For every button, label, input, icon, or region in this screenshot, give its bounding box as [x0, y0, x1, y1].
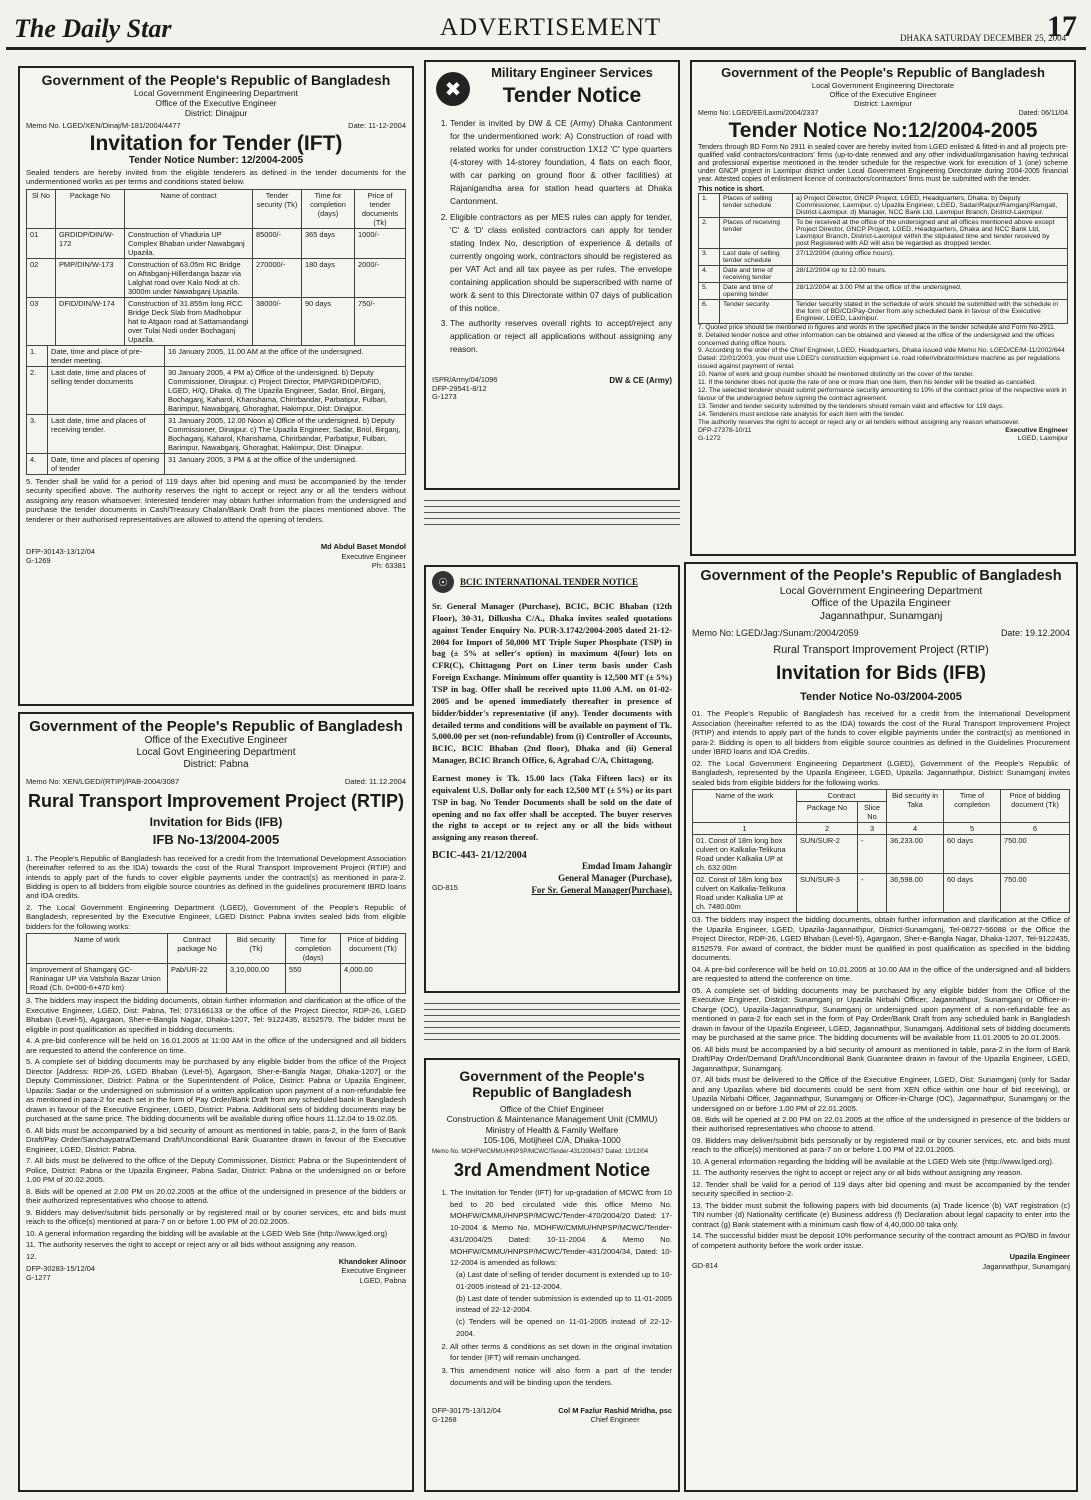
table-cell: 01 — [27, 228, 56, 258]
table-header: Time for completion (days) — [302, 189, 355, 228]
dateline: DHAKA SATURDAY DECEMBER 25, 2004 — [900, 33, 1067, 43]
table-cell: 1. — [699, 193, 720, 217]
ad-title: Tender Notice No:12/2004-2005 — [728, 118, 1038, 142]
table-row — [27, 366, 406, 414]
ad-subheading: Local Govt Engineering Department — [136, 747, 296, 759]
table-cell: 365 days — [302, 228, 355, 258]
works-table — [692, 789, 1070, 913]
table-header: Sl No — [27, 189, 56, 228]
signatory-title: Executive Engineer — [341, 1266, 406, 1276]
table-cell: 28/12/2004 up to 12.00 hours. — [793, 265, 1068, 282]
ad-gov-heading: Government of the People's Republic of Bangladesh — [700, 568, 1062, 584]
paragraph: 01. The People's Republic of Bangladesh has received for a credit from the International Development Association (hereinafter referred to as the IDA) towards the cost of the Rural Transport Improvement Project (RTIP) and intends to apply part of the funds to cover eligible payments under the contract(s) as mentioned in para-2. Bidding is open to all bidders from eligible source countries as defined in the Guidelines Procurement under IBRD loans and IDA Credits. — [692, 709, 1070, 757]
memo-number: Memo No. MOHFW/CMMU/HNPSP/MCWC/Tender-431/2004/37 Dated: 12/12/04 — [432, 1148, 649, 1155]
table-cell: 4 — [887, 823, 944, 835]
ad-subheading: Office of the Chief Engineer — [499, 1104, 605, 1115]
list-item: 13. The bidder must submit the following papers with bid documents (a) Trade licence (b) VAT registration (c) TIN number (d) Nationality certificate (e) Business address (f) Declaration about legal capacity to enter into the contract (g) Bank statement with a minimum cash flow of 4,40,000.00 taka only. — [692, 1200, 1070, 1229]
list-item: 08. Bids will be opened at 2.00 PM on 22.01.2005 at the office of the undersigned in presence of the bidders or their authorised representatives who choose to attend. — [692, 1115, 1070, 1134]
list-item: 10. A general information regarding the bidding will be available at the LGED Web site (http://www.lged.org). — [692, 1156, 1055, 1166]
ad-pabna-rtip — [18, 712, 414, 1492]
memo-number: Memo No: LGED/EE/Laxmi/2004/2337 — [698, 109, 819, 117]
list-item: 3. This amendment notice will also form a part of the tender documents and will be binding upon the tenders. — [450, 1365, 672, 1389]
ad-title: Tender Notice — [502, 84, 642, 108]
table-cell: 750.00 — [1001, 835, 1070, 874]
list-item: 8. Bids will be opened at 2.00 PM on 20.02.2005 at the office of the undersigned in presence of the bidders or their authorized representatives who choose to attend. — [26, 1186, 406, 1206]
amendment-text: The Invitation for Tender (IFT) for up-gradation of MCWC from 10 bed to 20 bed circulated vide this office Memo No. MOHFW/CMMU/HNPSP/MCWC/Tender-470/2004/20 Dated: 17-10-2004 & Memo No. MOHFW/CMMU/HNPSP/MCWC/Tender-431/2004/25 Dated: 10-11-2004 & Memo No. MOHFW/CMMU/HNPSP/MCWC/Tender-431/2004/34, Dated: 10-12-2004 is amended as follows: — [450, 1187, 672, 1268]
ad-gov-heading: Government of the People's Republic of Bangladesh — [721, 65, 1045, 80]
closing-note: The authority reserves the right to accept or reject any or all tenders without assigning any reason whatsoever. — [698, 418, 1020, 426]
table-header: Price of bidding document (Tk) — [1001, 790, 1070, 823]
signatory-phone: Ph: 63381 — [371, 560, 406, 570]
page-number: 17 — [1047, 10, 1077, 43]
ad-code: ISPR/Army/04/1096 — [432, 374, 498, 384]
ad-subtitle: Invitation for Bids (IFB) — [149, 815, 283, 830]
intro-text: Tenders through BD Form No 2911 in sealed cover are hereby invited from LGED enlisted & fitted-in and all projects pre-qualified valid contractors/contractors' firms (up-to-date renewed and any other individual/organisation having technical and professional expertise mentioned in the tender schedule for the respective work for execution of 1 (one) scheme under GNCP project in Laxmipur district under Local Government Engineering Directorate during 2004-2005 financial year. Attested copies of enlistment licence of contractors/contractors' firms must be submitted with the tender. — [698, 144, 1068, 183]
table-cell: SUN/SUR-3 — [797, 874, 858, 913]
table-cell: 38000/- — [253, 297, 302, 345]
ad-subheading: Office of the Executive Engineer — [155, 98, 277, 109]
table-cell: GRDIDP/DIN/W-172 — [56, 228, 125, 258]
table-cell: SUN/SUR-2 — [797, 835, 858, 874]
memo-number: Memo No: LGED/Jag:/Sunam:/2004/2059 — [692, 628, 859, 639]
bcic-logo-icon: ☉ — [432, 571, 454, 593]
table-cell: 2. — [699, 217, 720, 248]
table-cell: a) Project Director, GNCP Project, LGED, Headquarters, Dhaka. b) Deputy Commissioner, Laxmipur. c) Upazila Engineer, LGED, Sadar/Raipur/Ramganj/Ramgati, District-Laxmipur. d) Manager, NCC Bank Ltd, Laxmipur Branch, District-Laxmipur. — [793, 193, 1068, 217]
ad-subheading: Office of the Executive Engineer — [144, 735, 288, 747]
ad-title: 3rd Amendment Notice — [453, 1159, 651, 1180]
list-item: 9. According to the order of the Chief Engineer, LGED, Headquarters, Dhaka issued vide Memo No. LGED/CE/M-11/2002/644 Dated: 22/01/2003, you must use LGED's construction equipment i.e. road roller/vibrator/mixture machine as per regulations issued against payment of rental. — [698, 347, 1065, 371]
table-row — [699, 193, 1068, 217]
list-item: 07. All bids must be delivered to the Office of the Executive Engineer, LGED, Dist: Sunamganj (only for Sadar and any Upazilas where bid documents could be sent from XEN office within one hour of bid receiving), or Upazila Nirbahi Officer, Jagannathpur, Sunamganj or Officer-in-Charge (OC), Jagannathpur, Sunamganj or the undersigned on or before 1.00 PM of 22.01.2005. — [692, 1075, 1070, 1113]
signatory-office: LGED, Pabna — [359, 1275, 406, 1285]
ad-code: GD-814 — [692, 1261, 718, 1271]
table-row — [699, 217, 1068, 248]
ad-code: DFP-29541-8/12 — [432, 383, 487, 393]
ad-subheading: Ministry of Health & Family Welfare — [485, 1124, 619, 1135]
memo-date: Date: 19.12.2004 — [1000, 628, 1070, 639]
table-cell: 02. Const of 18m long box culvert on Kalkalia-Telikuna Road under Kalkalia UP at ch. 7480.00m — [693, 874, 797, 913]
table-cell: 28/12/2004 at 3.00 PM at the office of the undersigned. — [793, 282, 1068, 299]
table-cell: 02 — [27, 258, 56, 297]
section-title: ADVERTISEMENT — [440, 14, 662, 41]
table-row — [27, 258, 406, 297]
signatory-name: Emdad Imam Jahangir — [581, 861, 672, 872]
list-item: 13. Tender and tender security submitted by the tenderers should remain valid and effective for 119 days. — [698, 402, 1005, 410]
table-cell: 60 days — [944, 874, 1001, 913]
table-row — [27, 453, 406, 474]
list-item: 4. A pre-bid conference will be held on 16.01.2005 at 11:00 AM in the office of the undersigned and all bidders are requested to attend the conference on time. — [26, 1036, 406, 1055]
list-item: 7. All bids must be delivered to the office of the Deputy Commissioner, District: Pabna or the Superintendent of Police, District: Pabna or the Upazila Engineer, Pabna Sadar, District: Pabna or the undersigned on or before 1.00 PM of 20.02.2005. — [26, 1156, 406, 1185]
table-cell: 180 days — [302, 258, 355, 297]
amendment-subitem: (b) Last date of tender submission is extended up to 11-01-2005 instead of 22-12-2004. — [456, 1293, 672, 1315]
table-header: Time of completion — [944, 790, 1001, 823]
list-item: 7. Quoted price should be mentioned in figures and words in the specified place in the tender schedule and Form No-2911. — [698, 323, 1056, 331]
paragraph: 02. The Local Government Engineering Department (LGED), Government of the People's Republic of Bangladesh, represented by the Upazila Engineer, LGED, Upazila: Jagannathpur, District: Sunamganj invites sealed bids from eligible bidders for the following works. — [692, 758, 1070, 787]
list-item: 04. A pre-bid conference will be held on 10.01.2005 at 10.00 AM in the office of the undersigned and all bidders are requested to attend the conference on time. — [692, 964, 1070, 984]
table-cell: 3,10,000.00 — [227, 964, 286, 994]
masthead-rule — [6, 47, 1086, 50]
intro-text: Sealed tenders are hereby invited from the eligible tenderers as defined in the tender documents for the undermentioned works as per terms and conditions stated below. — [26, 167, 406, 187]
table-cell: 4. — [699, 265, 720, 282]
ad-title: Rural Transport Improvement Project (RTIP) — [27, 791, 405, 812]
table-cell: 3 — [858, 823, 887, 835]
list-item: 09. Bidders may deliver/submit bids personally or by registered mail or by courier services, etc. and bids must reach to the office(s) mentioned at para-7 on or before 1.00 PM of 22.01.2005. — [692, 1135, 1070, 1155]
table-cell: 03 — [27, 297, 56, 345]
table-cell: Places of selling tender schedule — [720, 193, 793, 217]
table-cell: 3. — [27, 414, 48, 453]
table-cell: 31 January 2005, 3 PM & at the office of the undersigned. — [165, 453, 406, 474]
ad-code: G-1269 — [26, 556, 51, 566]
table-row — [27, 228, 406, 258]
table-cell: 01. Const of 18m long box culvert on Kalkalia-Telikuna Road under Kalkalia UP at ch. 632.00m — [693, 835, 797, 874]
signatory-name: Md Abdul Baset Mondol — [320, 542, 406, 552]
table-cell: To be received at the office of the undersigned and all offices mentioned above except Project Director, GNCP Project, LGED, Headquarters, Dhaka and NCC Bank Ltd, Laxmipur Branch, District-Laxmipur within the stipulated time and tender received by post Registered with AD will also be regarded as dropped tender. — [793, 217, 1068, 248]
organisation-name: Military Engineer Services — [491, 65, 653, 80]
table-header: Name of contract — [125, 189, 253, 228]
table-cell: Construction of 63.05m RC Bridge on Aftabganj-Hillerdanga bazar via Lalghat road over Kalo Nodi at ch. 3000m under Nawabganj Upazila. — [125, 258, 253, 297]
table-cell: Last date of selling tender schedule — [720, 248, 793, 265]
mes-emblem-icon: ✖ — [436, 72, 470, 106]
memo-date: Dated: 11.12.2004 — [344, 777, 406, 787]
masthead — [0, 0, 1091, 56]
memo-number: Memo No: XEN/LGED/(RTIP)/PAB-2004/3087 — [26, 777, 180, 787]
table-header: Tender security (Tk) — [253, 189, 302, 228]
list-item — [450, 1187, 672, 1340]
tender-body: Sr. General Manager (Purchase), BCIC, BCIC Bhaban (12th Floor), 30-31, Dilkusha C/A., Dhaka invites sealed quotations against Tender Enquiry No. PUR-3.1742/2004-2005 dated 21-12-2004 for Import of 50,000 MT Triple Super Phosphate (TSP) in bag (± 5% at seller's option) in maximum 4(four) lots on CFR(C), Chittagong Port on Liner term basis under Cash Foreign Exchange. Minimum offer quantity is 12,500 MT (± 5%) TSP in bag. Offer shall be received upto 11.00 A.M. on 01-02-2005 and be opened immediately thereafter in presence of bidder/bidder's representative (if any). Tender documents with detailed terms and conditions will be available on payment of Tk. 5,000.00 per set (non-refundable) from (i) Controller of Accounts, BCIC, BCIC Bhaban (2nd floor), Dhaka and (ii) General Manager, BCIC Branch Office, 6, Agrabad C/A, Chittagong. — [432, 601, 672, 766]
table-cell: Pab/UR-22 — [168, 964, 227, 994]
table-cell: 4. — [27, 453, 48, 474]
ad-gov-heading: Government of the People's Republic of Bangladesh — [459, 1068, 645, 1101]
table-cell: 5. — [699, 282, 720, 299]
table-header-row — [693, 790, 1070, 802]
ad-subheading: Construction & Maintenance Management Unit (CMMU) — [446, 1114, 658, 1125]
ad-dinajpur-ift — [18, 66, 414, 706]
ad-code: G-1272 — [698, 434, 721, 442]
schedule-table — [698, 193, 1068, 324]
list-item: 11. The authority reserves the right to accept or reject any or all bids without assigning any reason. — [26, 1240, 357, 1250]
signatory-name: Khandoker Alinoor — [338, 1257, 406, 1266]
list-item: 10. A general information regarding the bidding will be available at the LGED Web Site (http://www.lged.org) — [26, 1228, 388, 1238]
memo-date: Dated: 06/11/04 — [1018, 109, 1068, 117]
table-header: Price of bidding document (Tk) — [341, 934, 406, 964]
table-cell: 6. — [699, 299, 720, 323]
separator-lines — [424, 500, 680, 530]
table-cell: 90 days — [302, 297, 355, 345]
signatory-title: Executive Engineer — [1005, 426, 1068, 434]
ad-title: BCIC INTERNATIONAL TENDER NOTICE — [460, 577, 638, 587]
table-row — [699, 248, 1068, 265]
ad-code: GD-815 — [432, 883, 458, 893]
list-item: 14. Tenderers must enclose rate analysis for each item with the tender. — [698, 410, 905, 418]
ad-code: DFP-27378-10/11 — [698, 426, 752, 434]
signatory-title: Chief Engineer — [590, 1414, 640, 1424]
table-cell: 2. — [27, 366, 48, 414]
table-cell: Date, time and places of opening of tender — [48, 453, 165, 474]
signatory-name: Col M Fazlur Rashid Mridha, psc — [558, 1405, 672, 1415]
table-cell: 30 January 2005, 4 PM a) Office of the undersigned. b) Deputy Commissioner, Dinajpur. c) Project Director, PMP/GRDIDP/DFID, LGED, H/Q, Dhaka. d) The Upazila Engineer, Sadar, Briol, Birganj, Bochaganj, Kaharol, Khanshama, Chirirbandar, Parbatipur, Fulbari, Barimpur, Nawabganj, Ghoraghat, Hakimpur, Dist: Dinajpur. — [165, 366, 406, 414]
table-cell: 85000/- — [253, 228, 302, 258]
table-row — [693, 823, 1070, 835]
ad-subheading: Jagannathpur, Sunamganj — [819, 609, 943, 622]
table-cell: 550 — [286, 964, 341, 994]
table-cell: Date and time of opening tender — [720, 282, 793, 299]
table-row — [699, 282, 1068, 299]
tender-number: Tender Notice No-03/2004-2005 — [800, 691, 962, 704]
list-item: 3. The bidders may inspect the bidding documents, obtain further information and clarification at the office of the Executive Engineer, LGED, Dist: Pabna, Tel: 073166133 or the office of the Project Director, RDP-26, LGED Bhaban (Level-5), Agargaon, Sher-e-Bangla Nagar, Dhaka-1207, Tel: 9122435, 8152579. The bidder must be eligible in post qualification as specified in bidding documents. — [26, 996, 406, 1034]
table-header: Name of the work — [693, 790, 797, 823]
signatory-title: General Manager (Purchase), — [558, 872, 672, 883]
reference-number: BCIC-443- 21/12/2004 — [432, 850, 527, 862]
ad-code: G-1277 — [26, 1273, 51, 1282]
list-item: 2. Eligible contractors as per MES rules can apply for tender, 'C' & 'D' class enlisted contractors can apply for tender stating Index No, description of experience & details of currently ongoing work, contractors should be registered as per VAT Act and all tax payee as per rules. The envelope containing application should be superscribed with name of work & sent to this Directorate within 07 days of publication of this notice. — [450, 211, 672, 315]
ad-jagannathpur-ifb — [684, 562, 1078, 1492]
ad-subheading: Office of the Executive Engineer — [829, 89, 937, 99]
list-item: 9. Bidders may deliver/submit bids personally or by registered mail or by courier services, etc and bids must reach to the office(s) mentioned at para-7 on or before 1.00 PM of 20.02.2005. — [26, 1207, 406, 1227]
table-cell: 60 days — [944, 835, 1001, 874]
table-cell: 270000/- — [253, 258, 302, 297]
tender-number: Tender Notice Number: 12/2004-2005 — [128, 154, 304, 166]
ad-code: DFP-30283-15/12/04 — [26, 1264, 96, 1274]
table-header: Bid security (Tk) — [227, 934, 286, 964]
table-cell: PMP/DIN/W-173 — [56, 258, 125, 297]
memo-number: Memo No. LGED/XEN/Dinaj/M-181/2004/4477 — [26, 120, 181, 130]
table-cell: 2 — [797, 823, 858, 835]
table-header: Price of tender documents (Tk) — [355, 189, 406, 228]
table-cell: Tender security stated in the schedule of work should be submitted with the schedule in the form of BD/CD/Pay-Order from any scheduled bank in favour of the Executive Engineer, LGED, Laxmipur. — [793, 299, 1068, 323]
table-row — [693, 874, 1070, 913]
table-cell: - — [858, 835, 887, 874]
list-item: 2. All other terms & conditions as set down in the original invitation for tender (IFT) will remain unchanged. — [450, 1341, 672, 1365]
list-item: 12. The selected tenderer should submit performance security amounting to 10% of the contract price of the respective work in favour of the undersigned before signing the contract agreement. — [698, 386, 1067, 402]
ad-subheading: District: Dinajpur — [184, 108, 248, 119]
short-notice-label: This notice is short. — [698, 185, 765, 193]
table-header: Contract package No — [168, 934, 227, 964]
table-cell: 3. — [699, 248, 720, 265]
table-cell: 750.00 — [1001, 874, 1070, 913]
signatory-office: Jagannathpur, Sunamganj — [982, 1261, 1070, 1271]
ad-subheading: Local Government Engineering Department — [134, 88, 298, 99]
table-cell: - — [858, 874, 887, 913]
table-cell: Date and time of receiving tender — [720, 265, 793, 282]
validity-note: 5. Tender shall be valid for a period of 119 days after bid opening and must be accompanied by the tender security specified above. The authority reserves the right to accept or reject any or all the tenders without assigning any reason whatsoever. Interested tenderer may obtain further information from the undersigned and purchase the tender documents in Cash/Treasury Chalan/Bank Draft from the places mentioned above. The tenderer or their authorised representatives are allowed to attend the opening of tenders. — [26, 476, 406, 524]
list-item: 3. The authority reserves overall rights to accept/reject any application or reject all applications without assigning any reason. — [450, 317, 672, 356]
ifb-number: IFB No-13/2004-2005 — [152, 832, 280, 848]
table-header: Package No — [797, 802, 858, 823]
table-header: Contract — [797, 790, 887, 802]
list-item: 11. The authority reserves the right to accept or reject any or all bids without assigning any reason. — [692, 1168, 1023, 1178]
paragraph: 1. The People's Republic of Bangladesh has received for a credit from the International Development Association (hereinafter referred to as the IDA) towards the cost of the Rural Transport Improvement Project (RTIP) and intends to apply part of the funds to cover eligible payments under the contract(s) as mentioned in para-2. Bidding is open to all bidders from eligible source countries as defined in the guidelines procurement IBRD loans and IDA credits. — [26, 853, 406, 901]
earnest-money-text: Earnest money is Tk. 15.00 lacs (Taka Fifteen lacs) or its equivalent U.S. Dollar only for each 12,500 MT (± 5%) or its part TSP in bag. No Tender Documents shall be sold on the date of opening and no fax offer shall be accepted. The buyer reserves the right to accept or to reject any or all the bids without assigning any reason thereof. — [432, 773, 672, 843]
ad-subheading: 105-106, Motijheel C/A, Dhaka-1000 — [483, 1134, 621, 1145]
newspaper-logo: The Daily Star — [14, 14, 172, 43]
table-row — [699, 299, 1068, 323]
table-row — [693, 835, 1070, 874]
ad-title: Invitation for Bids (IFB) — [775, 663, 987, 685]
table-cell: DFID/DIN/W-174 — [56, 297, 125, 345]
table-cell: Date, time and place of pre-tender meeting. — [48, 345, 165, 366]
ad-gov-heading: Government of the People's Republic of Bangladesh — [41, 72, 391, 88]
list-item: 03. The bidders may inspect the bidding documents, obtain further information and clarification at the Office of the Upazila Engineer, LGED, Upazila-Jagannathpur, District-Sunamganj, Tel-08727-56088 or the Office the Project Director, RDP-26, LGED Bhaban (Level-5), Agargaon, Sher-e-Bangla Nagar, Dhaka-1207, Tel-9122435, 8152579. For award of contract, the bidder must be qualified in post qualification as specified in the bidding documents. — [692, 915, 1070, 963]
signatory-title: Upazila Engineer — [1009, 1252, 1070, 1262]
table-cell: 5 — [944, 823, 1001, 835]
list-item: 14. The successful bidder must be deposit 10% performance security of the contract amount as PO/BD in favour of competent authority before the work order issue. — [692, 1231, 1070, 1250]
ad-title: Invitation for Tender (IFT) — [89, 131, 343, 155]
ad-bcic-tender — [424, 565, 680, 993]
ad-code: DFP-30143-13/12/04 — [26, 547, 96, 557]
table-cell: 1. — [27, 345, 48, 366]
table-row — [27, 345, 406, 366]
ad-cmmu-amendment — [424, 1058, 680, 1492]
ad-subheading: Local Government Engineering Directorate — [811, 80, 955, 90]
list-item: 05. A complete set of bidding documents may be purchased by any eligible bidder from the Office of the Executive Engineer, District: Sunamganj or Upazila Nirbahi Officer, Jagannathpur, Sunamganj or Officer-in-Charge (OC), Upazila-Jagannathpur, Sunamganj or undersigned upon payment of a non-refundable fee as mentioned in para-2 for each set in the form of Pay Order/Bank Draft from any scheduled bank in Bangladesh drawn in favour of the Upazila Engineer, LGED, Jagannathpur, Sunamganj. Additional sets of bidding documents may be purchased at the same price. The bidding documents will be available from 11.01.2005 to 20.01.2005. — [692, 985, 1070, 1043]
project-name: Rural Transport Improvement Project (RTIP) — [773, 644, 989, 657]
ad-subheading: Office of the Upazila Engineer — [811, 597, 951, 610]
table-cell: Construction of Vhaduria UP Complex Bhaban under Nawabganj Upazila. — [125, 228, 253, 258]
list-item: 12. Tender shall be valid for a period of 119 days after bid opening and must be accompanied by the tender security specified in section-2. — [692, 1179, 1070, 1199]
table-cell: 2000/- — [355, 258, 406, 297]
memo-date: Date: 11-12-2004 — [348, 120, 406, 130]
amendment-subitem: (c) Tenders will be opened on 11-01-2005 instead of 22-12-2004. — [456, 1317, 672, 1338]
table-header: Time for completion (days) — [286, 934, 341, 964]
table-header: Package No — [56, 189, 125, 228]
table-header: Slice No — [858, 802, 887, 823]
table-header: Bid security in Taka — [887, 790, 944, 823]
table-cell: 6 — [1001, 823, 1070, 835]
table-header-row — [27, 934, 406, 964]
works-table — [26, 189, 406, 346]
list-item: 10. Name of work and group number should be mentioned distinctly on the cover of the tender. — [698, 371, 975, 379]
signatory-title: Executive Engineer — [341, 551, 406, 561]
ad-gov-heading: Government of the People's Republic of Bangladesh — [29, 718, 403, 735]
table-row — [27, 297, 406, 345]
table-cell: Last date, time and places of selling tender documents — [48, 366, 165, 414]
table-cell: 27/12/2004 (during office hours). — [793, 248, 1068, 265]
signatory-title: DW & CE (Army) — [609, 375, 672, 385]
list-item: 5. A complete set of bidding documents may be purchased by any eligible bidder from the office of the Project Director [Address: RDP-26, LGED Bhaban (Level-5), Agargaon, Sher-e-Bangla Nagar, Dhaka-1207] or the Deputy Commissioner, District: Pabna or the Superintendent of Police, District: Pabna or Upazila Engineer, Upazila: Sadar or the undersigned on submission of a written application upon payment of a non-refundable fee as mentioned in para-2 for each set in the form of Pay Order/Bank Draft from any scheduled bank in Bangladesh drawn in favour of the Executive Engineer, LGED, District: Pabna. Additional sets of bidding documents may be purchased at the same price. The bidding documents will be available during office hours 11.12.04 to 19.02.05. — [26, 1057, 406, 1124]
table-header: Name of work — [27, 934, 168, 964]
table-header-row — [27, 189, 406, 228]
table-cell: Construction of 31.855m long RCC Bridge Deck Slab from Madhobpur hat to Atgaon road at Sattamandangi over Tulai Nodi under Bochaganj Upazila. — [125, 297, 253, 345]
table-cell: 1000/- — [355, 228, 406, 258]
table-cell: 16 January 2005, 11.00 AM at the office of the undersigned. — [165, 345, 406, 366]
separator-lines — [424, 1003, 680, 1045]
table-cell: Improvement of Shamganj GC-Raninagar UP via Vatshola Bazar Union Road (Ch. 0+000-6+470 km) — [27, 964, 168, 994]
ad-code: DFP-30175-13/12/04 — [432, 1405, 502, 1415]
table-cell: 4,000.00 — [341, 964, 406, 994]
list-item: 8. Detailed tender notice and other information can be obtained and viewed at the office of the undersigned and the offices concerned during office hours. — [698, 331, 1055, 347]
signatory-office: For Sr. General Manager(Purchase). — [531, 884, 672, 895]
ad-laxmipur-tender — [690, 60, 1076, 556]
ad-code: G-1273 — [432, 392, 457, 402]
list-item: 12. — [26, 1251, 37, 1261]
table-row — [27, 414, 406, 453]
table-cell: 1 — [693, 823, 797, 835]
paragraph: 2. The Local Government Engineering Department (LGED), Government of the People's Republic of Bangladesh, represented by the Executive Engineer, LGED District: Pabna invites sealed bids from eligible bidders for the following works: — [26, 902, 406, 931]
table-cell: 36,598.00 — [887, 874, 944, 913]
table-row — [27, 964, 406, 994]
list-item: 11. If the tenderer does not quote the rate of one or more than one item, then his tender will be treated as cancelled. — [698, 379, 1036, 387]
table-cell: 36,233.00 — [887, 835, 944, 874]
terms-table — [26, 345, 406, 475]
ad-subheading: District: Pabna — [183, 759, 249, 771]
table-cell: Tender security — [720, 299, 793, 323]
table-cell: 31 January 2005, 12.00 Noon a) Office of the undersigned. b) Deputy Commissioner, Dinajpur. c) The Upazila Engineer, Sadar, Briol, Birganj, Bochaganj, Kaharol, Khanshama, Chirirbandar, Parbatipur, Fulbari, Barimpur, Nawabganj, Ghoraghat, Hakimpur, Dist: Dinajpur. — [165, 414, 406, 453]
ad-code: G-1268 — [432, 1414, 457, 1424]
table-cell: Places of receiving tender — [720, 217, 793, 248]
table-cell: Last date, time and places of receiving tender. — [48, 414, 165, 453]
table-cell: 750/- — [355, 297, 406, 345]
ad-subheading: District: Laxmipur — [854, 98, 912, 108]
ad-mes-tender — [424, 60, 680, 490]
list-item: 6. All bids must be accompanied by a bid security of amount as mentioned in table, para-2, in the form of Bank Draft/Pay Order/Sanchaypatra/Demand Draft/Unconditional Bank Guarantee drawn in favour of the Executive Engineer, LGED, District: Pabna. — [26, 1125, 406, 1154]
list-item: 06. All bids must be accompanied by a bid security of amount as mentioned in table, para-2 in the form of Bank Draft/Pay Order/Demand Draft/Unconditional Bank Guarantee drawn in favour of the Upazila Engineer, LGED, Jagannathpur, Sunamganj. — [692, 1044, 1070, 1073]
table-row — [699, 265, 1068, 282]
list-item: 1. Tender is invited by DW & CE (Army) Dhaka Cantonment for the undermentioned work: A) Construction of road with related works for under construction 1X12 'C' type quarters (4-storey with 14-storey foundation, 4 flats on each floor, with car parking on ground floor & other facilities) at Rajanigandha area for station head quarters at Dhaka Cantonment. — [450, 117, 672, 208]
signatory-office: LGED, Laxmipur — [1017, 434, 1068, 442]
amendment-subitem: (a) Last date of selling of tender document is extended up to 10-01-2005 instead of 21-12-2004. — [456, 1270, 672, 1291]
ad-subheading: Local Government Engineering Department — [779, 584, 983, 597]
works-table — [26, 933, 406, 994]
